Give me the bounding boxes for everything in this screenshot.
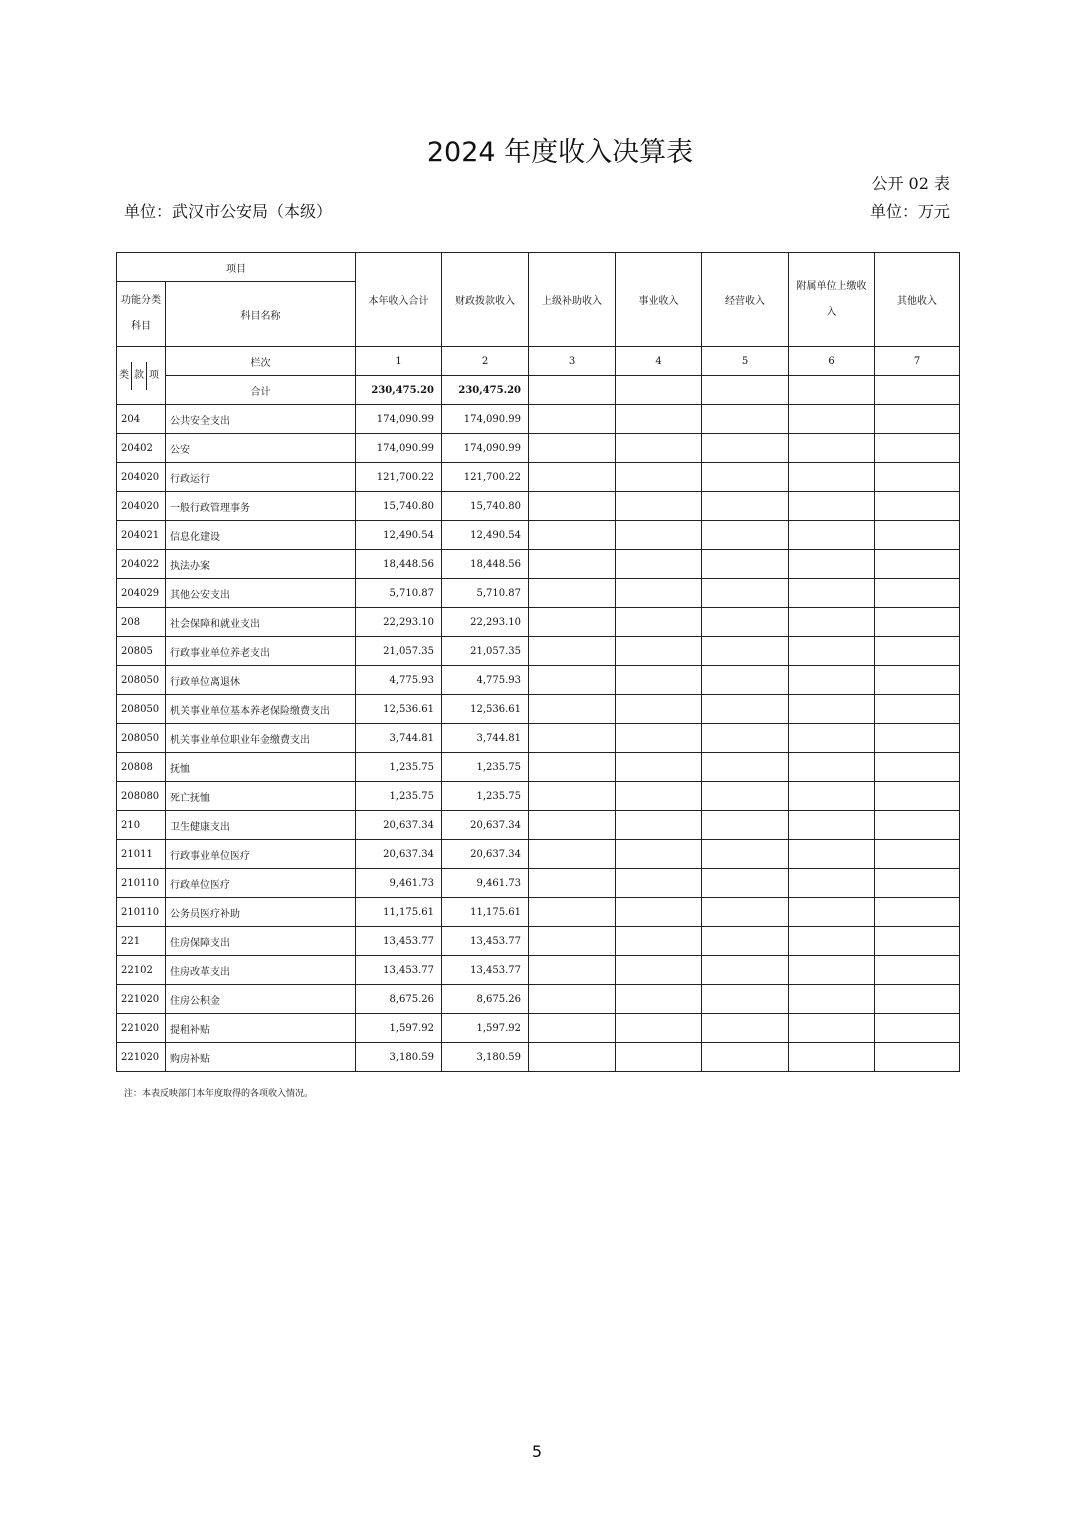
empty-cell: [702, 463, 789, 492]
row-name: 公务员医疗补助: [166, 898, 356, 927]
empty-cell: [529, 985, 616, 1014]
table-row: [117, 898, 960, 927]
row-code: 204020: [117, 463, 166, 492]
reporting-unit: 单位：武汉市公安局（本级）: [124, 202, 333, 221]
header-other: 其他收入: [875, 253, 960, 347]
row-code: 204022: [117, 550, 166, 579]
empty-cell: [529, 753, 616, 782]
row-total: 12,536.61: [356, 695, 442, 724]
empty-cell: [616, 550, 702, 579]
row-fiscal: 174,090.99: [442, 434, 529, 463]
empty-cell: [616, 898, 702, 927]
empty-cell: [529, 869, 616, 898]
row-name: 信息化建设: [166, 521, 356, 550]
empty-cell: [875, 637, 960, 666]
row-code: 208080: [117, 782, 166, 811]
empty-cell: [875, 782, 960, 811]
header-project: 项目: [117, 253, 356, 282]
header-business: 事业收入: [616, 253, 702, 347]
empty-cell: [789, 898, 875, 927]
empty-cell: [529, 1014, 616, 1043]
empty-cell: [616, 956, 702, 985]
row-fiscal: 13,453.77: [442, 927, 529, 956]
total-label: 合计: [166, 376, 356, 405]
empty-cell: [875, 956, 960, 985]
table-row: [117, 985, 960, 1014]
row-name: 一般行政管理事务: [166, 492, 356, 521]
row-name: 住房公积金: [166, 985, 356, 1014]
table-row: [117, 608, 960, 637]
row-total: 174,090.99: [356, 434, 442, 463]
row-total: 21,057.35: [356, 637, 442, 666]
empty-cell: [616, 463, 702, 492]
header-func-class: 功能分类科目: [117, 282, 166, 347]
table-row: [117, 550, 960, 579]
empty-cell: [875, 1043, 960, 1072]
row-code: 221020: [117, 1014, 166, 1043]
empty-cell: [702, 869, 789, 898]
table-row: [117, 666, 960, 695]
row-name: 抚恤: [166, 753, 356, 782]
row-name: 住房保障支出: [166, 927, 356, 956]
empty-cell: [875, 927, 960, 956]
row-fiscal: 1,235.75: [442, 782, 529, 811]
empty-cell: [875, 695, 960, 724]
row-name: 机关事业单位基本养老保险缴费支出: [166, 695, 356, 724]
empty-cell: [529, 666, 616, 695]
row-name: 其他公安支出: [166, 579, 356, 608]
header-operating: 经营收入: [702, 253, 789, 347]
header-affiliated: 附属单位上缴收入: [789, 253, 875, 347]
empty-cell: [616, 1043, 702, 1072]
empty-cell: [789, 724, 875, 753]
row-total: 174,090.99: [356, 405, 442, 434]
table-note: 注：本表反映部门本年度取得的各项收入情况。: [124, 1089, 314, 1099]
row-code: 208050: [117, 724, 166, 753]
table-row: [117, 521, 960, 550]
row-fiscal: 15,740.80: [442, 492, 529, 521]
row-fiscal: 121,700.22: [442, 463, 529, 492]
row-code: 20402: [117, 434, 166, 463]
row-fiscal: 22,293.10: [442, 608, 529, 637]
row-fiscal: 1,235.75: [442, 753, 529, 782]
empty-cell: [702, 637, 789, 666]
seq-5: 5: [702, 347, 789, 376]
empty-cell: [875, 898, 960, 927]
empty-cell: [702, 521, 789, 550]
row-name: 行政事业单位养老支出: [166, 637, 356, 666]
row-name: 提租补贴: [166, 1014, 356, 1043]
row-code: 20808: [117, 753, 166, 782]
row-name: 执法办案: [166, 550, 356, 579]
empty-cell: [702, 579, 789, 608]
empty-cell: [789, 840, 875, 869]
total-amount: 230,475.20: [356, 376, 442, 405]
empty-cell: [789, 405, 875, 434]
row-code: 221: [117, 927, 166, 956]
income-table: [116, 252, 960, 1072]
header-superior: 上级补助收入: [529, 253, 616, 347]
empty-cell: [789, 434, 875, 463]
row-fiscal: 3,744.81: [442, 724, 529, 753]
row-code: 208: [117, 608, 166, 637]
level-1-label: 类: [117, 362, 132, 390]
row-name: 行政运行: [166, 463, 356, 492]
row-fiscal: 4,775.93: [442, 666, 529, 695]
empty-cell: [789, 985, 875, 1014]
empty-cell: [875, 840, 960, 869]
empty-cell: [702, 782, 789, 811]
empty-cell: [529, 434, 616, 463]
seq-row: [117, 347, 960, 376]
row-name: 行政事业单位医疗: [166, 840, 356, 869]
table-row: [117, 753, 960, 782]
table-row: [117, 840, 960, 869]
empty-cell: [789, 811, 875, 840]
empty-cell: [529, 579, 616, 608]
empty-cell: [702, 434, 789, 463]
empty-cell: [529, 1043, 616, 1072]
empty-cell: [702, 753, 789, 782]
row-code: 208050: [117, 695, 166, 724]
row-total: 121,700.22: [356, 463, 442, 492]
empty-cell: [875, 1014, 960, 1043]
empty-cell: [875, 405, 960, 434]
empty-cell: [789, 608, 875, 637]
empty-cell: [789, 666, 875, 695]
empty-cell: [616, 985, 702, 1014]
empty-cell: [702, 405, 789, 434]
empty-cell: [702, 811, 789, 840]
empty-cell: [616, 869, 702, 898]
empty-cell: [789, 869, 875, 898]
empty-cell: [616, 840, 702, 869]
row-code: 210: [117, 811, 166, 840]
page-number: 5: [531, 1442, 543, 1461]
row-name: 公共安全支出: [166, 405, 356, 434]
empty-cell: [702, 840, 789, 869]
empty-cell: [875, 869, 960, 898]
row-total: 3,744.81: [356, 724, 442, 753]
empty-cell: [875, 753, 960, 782]
empty-cell: [875, 985, 960, 1014]
empty-cell: [702, 376, 789, 405]
row-fiscal: 21,057.35: [442, 637, 529, 666]
row-total: 12,490.54: [356, 521, 442, 550]
table-row: [117, 463, 960, 492]
empty-cell: [616, 608, 702, 637]
empty-cell: [789, 579, 875, 608]
row-code: 204029: [117, 579, 166, 608]
row-total: 5,710.87: [356, 579, 442, 608]
row-code: 22102: [117, 956, 166, 985]
row-total: 8,675.26: [356, 985, 442, 1014]
empty-cell: [529, 608, 616, 637]
row-name: 机关事业单位职业年金缴费支出: [166, 724, 356, 753]
table-row: [117, 1043, 960, 1072]
row-fiscal: 12,490.54: [442, 521, 529, 550]
empty-cell: [529, 956, 616, 985]
empty-cell: [616, 492, 702, 521]
empty-cell: [875, 434, 960, 463]
table-row: [117, 579, 960, 608]
empty-cell: [875, 463, 960, 492]
empty-cell: [702, 666, 789, 695]
row-name: 卫生健康支出: [166, 811, 356, 840]
empty-cell: [616, 405, 702, 434]
total-fiscal: 230,475.20: [442, 376, 529, 405]
empty-cell: [529, 492, 616, 521]
table-row: [117, 869, 960, 898]
row-name: 死亡抚恤: [166, 782, 356, 811]
row-total: 1,235.75: [356, 782, 442, 811]
empty-cell: [616, 434, 702, 463]
row-total: 3,180.59: [356, 1043, 442, 1072]
row-code: 204020: [117, 492, 166, 521]
empty-cell: [529, 811, 616, 840]
row-fiscal: 18,448.56: [442, 550, 529, 579]
row-fiscal: 1,597.92: [442, 1014, 529, 1043]
row-total: 11,175.61: [356, 898, 442, 927]
empty-cell: [702, 695, 789, 724]
row-total: 22,293.10: [356, 608, 442, 637]
row-name: 社会保障和就业支出: [166, 608, 356, 637]
empty-cell: [789, 782, 875, 811]
row-fiscal: 20,637.34: [442, 840, 529, 869]
row-code: 20805: [117, 637, 166, 666]
empty-cell: [702, 927, 789, 956]
empty-cell: [616, 1014, 702, 1043]
empty-cell: [702, 898, 789, 927]
empty-cell: [702, 956, 789, 985]
table-row: [117, 724, 960, 753]
table-row: [117, 956, 960, 985]
empty-cell: [702, 985, 789, 1014]
empty-cell: [875, 376, 960, 405]
empty-cell: [702, 1043, 789, 1072]
table-row: [117, 695, 960, 724]
row-code: 204021: [117, 521, 166, 550]
row-total: 13,453.77: [356, 927, 442, 956]
row-code: 221020: [117, 985, 166, 1014]
row-code: 221020: [117, 1043, 166, 1072]
currency-unit: 单位：万元: [869, 202, 950, 221]
empty-cell: [875, 492, 960, 521]
row-total: 9,461.73: [356, 869, 442, 898]
row-fiscal: 13,453.77: [442, 956, 529, 985]
empty-cell: [616, 753, 702, 782]
row-code: 21011: [117, 840, 166, 869]
row-total: 20,637.34: [356, 811, 442, 840]
header-subject-name: 科目名称: [166, 282, 356, 347]
row-name: 公安: [166, 434, 356, 463]
seq-3: 3: [529, 347, 616, 376]
table-row: [117, 405, 960, 434]
empty-cell: [616, 579, 702, 608]
empty-cell: [789, 521, 875, 550]
empty-cell: [529, 724, 616, 753]
empty-cell: [702, 1014, 789, 1043]
row-fiscal: 20,637.34: [442, 811, 529, 840]
empty-cell: [529, 637, 616, 666]
table-row: [117, 1014, 960, 1043]
table-row: [117, 811, 960, 840]
row-code: 204: [117, 405, 166, 434]
empty-cell: [616, 811, 702, 840]
empty-cell: [616, 376, 702, 405]
row-total: 18,448.56: [356, 550, 442, 579]
row-name: 行政单位离退休: [166, 666, 356, 695]
row-total: 4,775.93: [356, 666, 442, 695]
seq-2: 2: [442, 347, 529, 376]
empty-cell: [789, 376, 875, 405]
seq-4: 4: [616, 347, 702, 376]
total-row: [117, 376, 960, 405]
row-fiscal: 8,675.26: [442, 985, 529, 1014]
empty-cell: [616, 782, 702, 811]
row-code: 208050: [117, 666, 166, 695]
empty-cell: [702, 608, 789, 637]
empty-cell: [529, 550, 616, 579]
empty-cell: [616, 637, 702, 666]
empty-cell: [789, 637, 875, 666]
empty-cell: [789, 1014, 875, 1043]
empty-cell: [875, 579, 960, 608]
empty-cell: [702, 724, 789, 753]
empty-cell: [616, 666, 702, 695]
empty-cell: [529, 898, 616, 927]
empty-cell: [789, 550, 875, 579]
row-fiscal: 12,536.61: [442, 695, 529, 724]
row-fiscal: 9,461.73: [442, 869, 529, 898]
empty-cell: [875, 608, 960, 637]
table-row: [117, 637, 960, 666]
empty-cell: [529, 376, 616, 405]
seq-7: 7: [875, 347, 960, 376]
empty-cell: [789, 492, 875, 521]
empty-cell: [529, 463, 616, 492]
row-total: 1,235.75: [356, 753, 442, 782]
row-fiscal: 11,175.61: [442, 898, 529, 927]
row-total: 13,453.77: [356, 956, 442, 985]
row-fiscal: 5,710.87: [442, 579, 529, 608]
empty-cell: [789, 927, 875, 956]
empty-cell: [875, 811, 960, 840]
row-total: 15,740.80: [356, 492, 442, 521]
level-labels: [117, 347, 166, 405]
empty-cell: [789, 463, 875, 492]
empty-cell: [616, 521, 702, 550]
row-total: 20,637.34: [356, 840, 442, 869]
empty-cell: [529, 405, 616, 434]
row-code: 210110: [117, 869, 166, 898]
row-code: 210110: [117, 898, 166, 927]
page-title: 2024 年度收入决算表: [426, 137, 694, 168]
empty-cell: [789, 956, 875, 985]
header-fiscal: 财政拨款收入: [442, 253, 529, 347]
empty-cell: [875, 521, 960, 550]
empty-cell: [529, 782, 616, 811]
seq-1: 1: [356, 347, 442, 376]
row-name: 购房补贴: [166, 1043, 356, 1072]
empty-cell: [875, 724, 960, 753]
empty-cell: [616, 724, 702, 753]
table-row: [117, 492, 960, 521]
table-row: [117, 927, 960, 956]
empty-cell: [702, 492, 789, 521]
form-number: 公开 02 表: [871, 174, 950, 193]
empty-cell: [616, 695, 702, 724]
empty-cell: [529, 521, 616, 550]
empty-cell: [529, 927, 616, 956]
empty-cell: [875, 666, 960, 695]
empty-cell: [789, 1043, 875, 1072]
row-fiscal: 174,090.99: [442, 405, 529, 434]
seq-6: 6: [789, 347, 875, 376]
empty-cell: [529, 695, 616, 724]
seq-label: 栏次: [166, 347, 356, 376]
table-row: [117, 434, 960, 463]
row-total: 1,597.92: [356, 1014, 442, 1043]
row-fiscal: 3,180.59: [442, 1043, 529, 1072]
row-name: 住房改革支出: [166, 956, 356, 985]
table-row: [117, 782, 960, 811]
level-3-label: 项: [149, 369, 159, 381]
empty-cell: [702, 550, 789, 579]
empty-cell: [875, 550, 960, 579]
header-row-1: [117, 253, 960, 282]
empty-cell: [529, 840, 616, 869]
header-total: 本年收入合计: [356, 253, 442, 347]
empty-cell: [616, 927, 702, 956]
empty-cell: [789, 695, 875, 724]
row-name: 行政单位医疗: [166, 869, 356, 898]
empty-cell: [789, 753, 875, 782]
level-2-label: 款: [132, 362, 147, 390]
